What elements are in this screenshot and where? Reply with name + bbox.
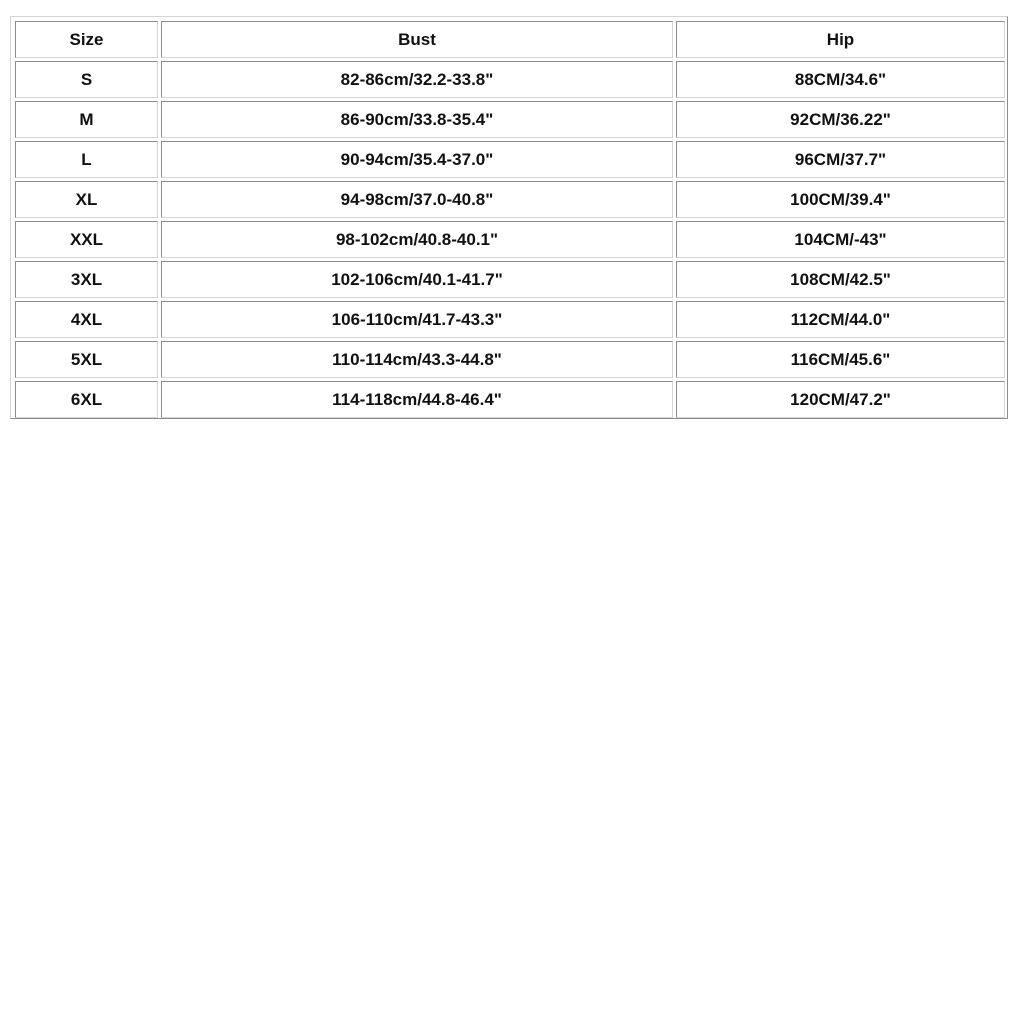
size-cell: M bbox=[15, 101, 158, 138]
size-cell: L bbox=[15, 141, 158, 178]
header-row bbox=[15, 21, 1005, 58]
hip-cell: 112CM/44.0" bbox=[676, 301, 1005, 338]
header-bust: Bust bbox=[161, 21, 673, 58]
hip-cell: 100CM/39.4" bbox=[676, 181, 1005, 218]
table-row bbox=[15, 381, 1005, 418]
bust-cell: 90-94cm/35.4-37.0" bbox=[161, 141, 673, 178]
table-row bbox=[15, 221, 1005, 258]
table-row bbox=[15, 141, 1005, 178]
table-row bbox=[15, 101, 1005, 138]
bust-cell: 82-86cm/32.2-33.8" bbox=[161, 61, 673, 98]
hip-cell: 104CM/-43" bbox=[676, 221, 1005, 258]
table-row bbox=[15, 61, 1005, 98]
bust-cell: 98-102cm/40.8-40.1" bbox=[161, 221, 673, 258]
size-cell: XL bbox=[15, 181, 158, 218]
bust-cell: 110-114cm/43.3-44.8" bbox=[161, 341, 673, 378]
bust-cell: 106-110cm/41.7-43.3" bbox=[161, 301, 673, 338]
size-cell: 6XL bbox=[15, 381, 158, 418]
hip-cell: 92CM/36.22" bbox=[676, 101, 1005, 138]
hip-cell: 108CM/42.5" bbox=[676, 261, 1005, 298]
hip-cell: 96CM/37.7" bbox=[676, 141, 1005, 178]
hip-cell: 120CM/47.2" bbox=[676, 381, 1005, 418]
table-row bbox=[15, 181, 1005, 218]
table-row bbox=[15, 301, 1005, 338]
size-cell: 5XL bbox=[15, 341, 158, 378]
size-cell: 3XL bbox=[15, 261, 158, 298]
size-cell: 4XL bbox=[15, 301, 158, 338]
size-chart-table bbox=[10, 16, 1008, 419]
size-chart-grid bbox=[12, 18, 1008, 421]
bust-cell: 102-106cm/40.1-41.7" bbox=[161, 261, 673, 298]
header-hip: Hip bbox=[676, 21, 1005, 58]
hip-cell: 88CM/34.6" bbox=[676, 61, 1005, 98]
size-cell: XXL bbox=[15, 221, 158, 258]
hip-cell: 116CM/45.6" bbox=[676, 341, 1005, 378]
bust-cell: 86-90cm/33.8-35.4" bbox=[161, 101, 673, 138]
bust-cell: 114-118cm/44.8-46.4" bbox=[161, 381, 673, 418]
size-cell: S bbox=[15, 61, 158, 98]
bust-cell: 94-98cm/37.0-40.8" bbox=[161, 181, 673, 218]
header-size: Size bbox=[15, 21, 158, 58]
table-row bbox=[15, 341, 1005, 378]
table-row bbox=[15, 261, 1005, 298]
